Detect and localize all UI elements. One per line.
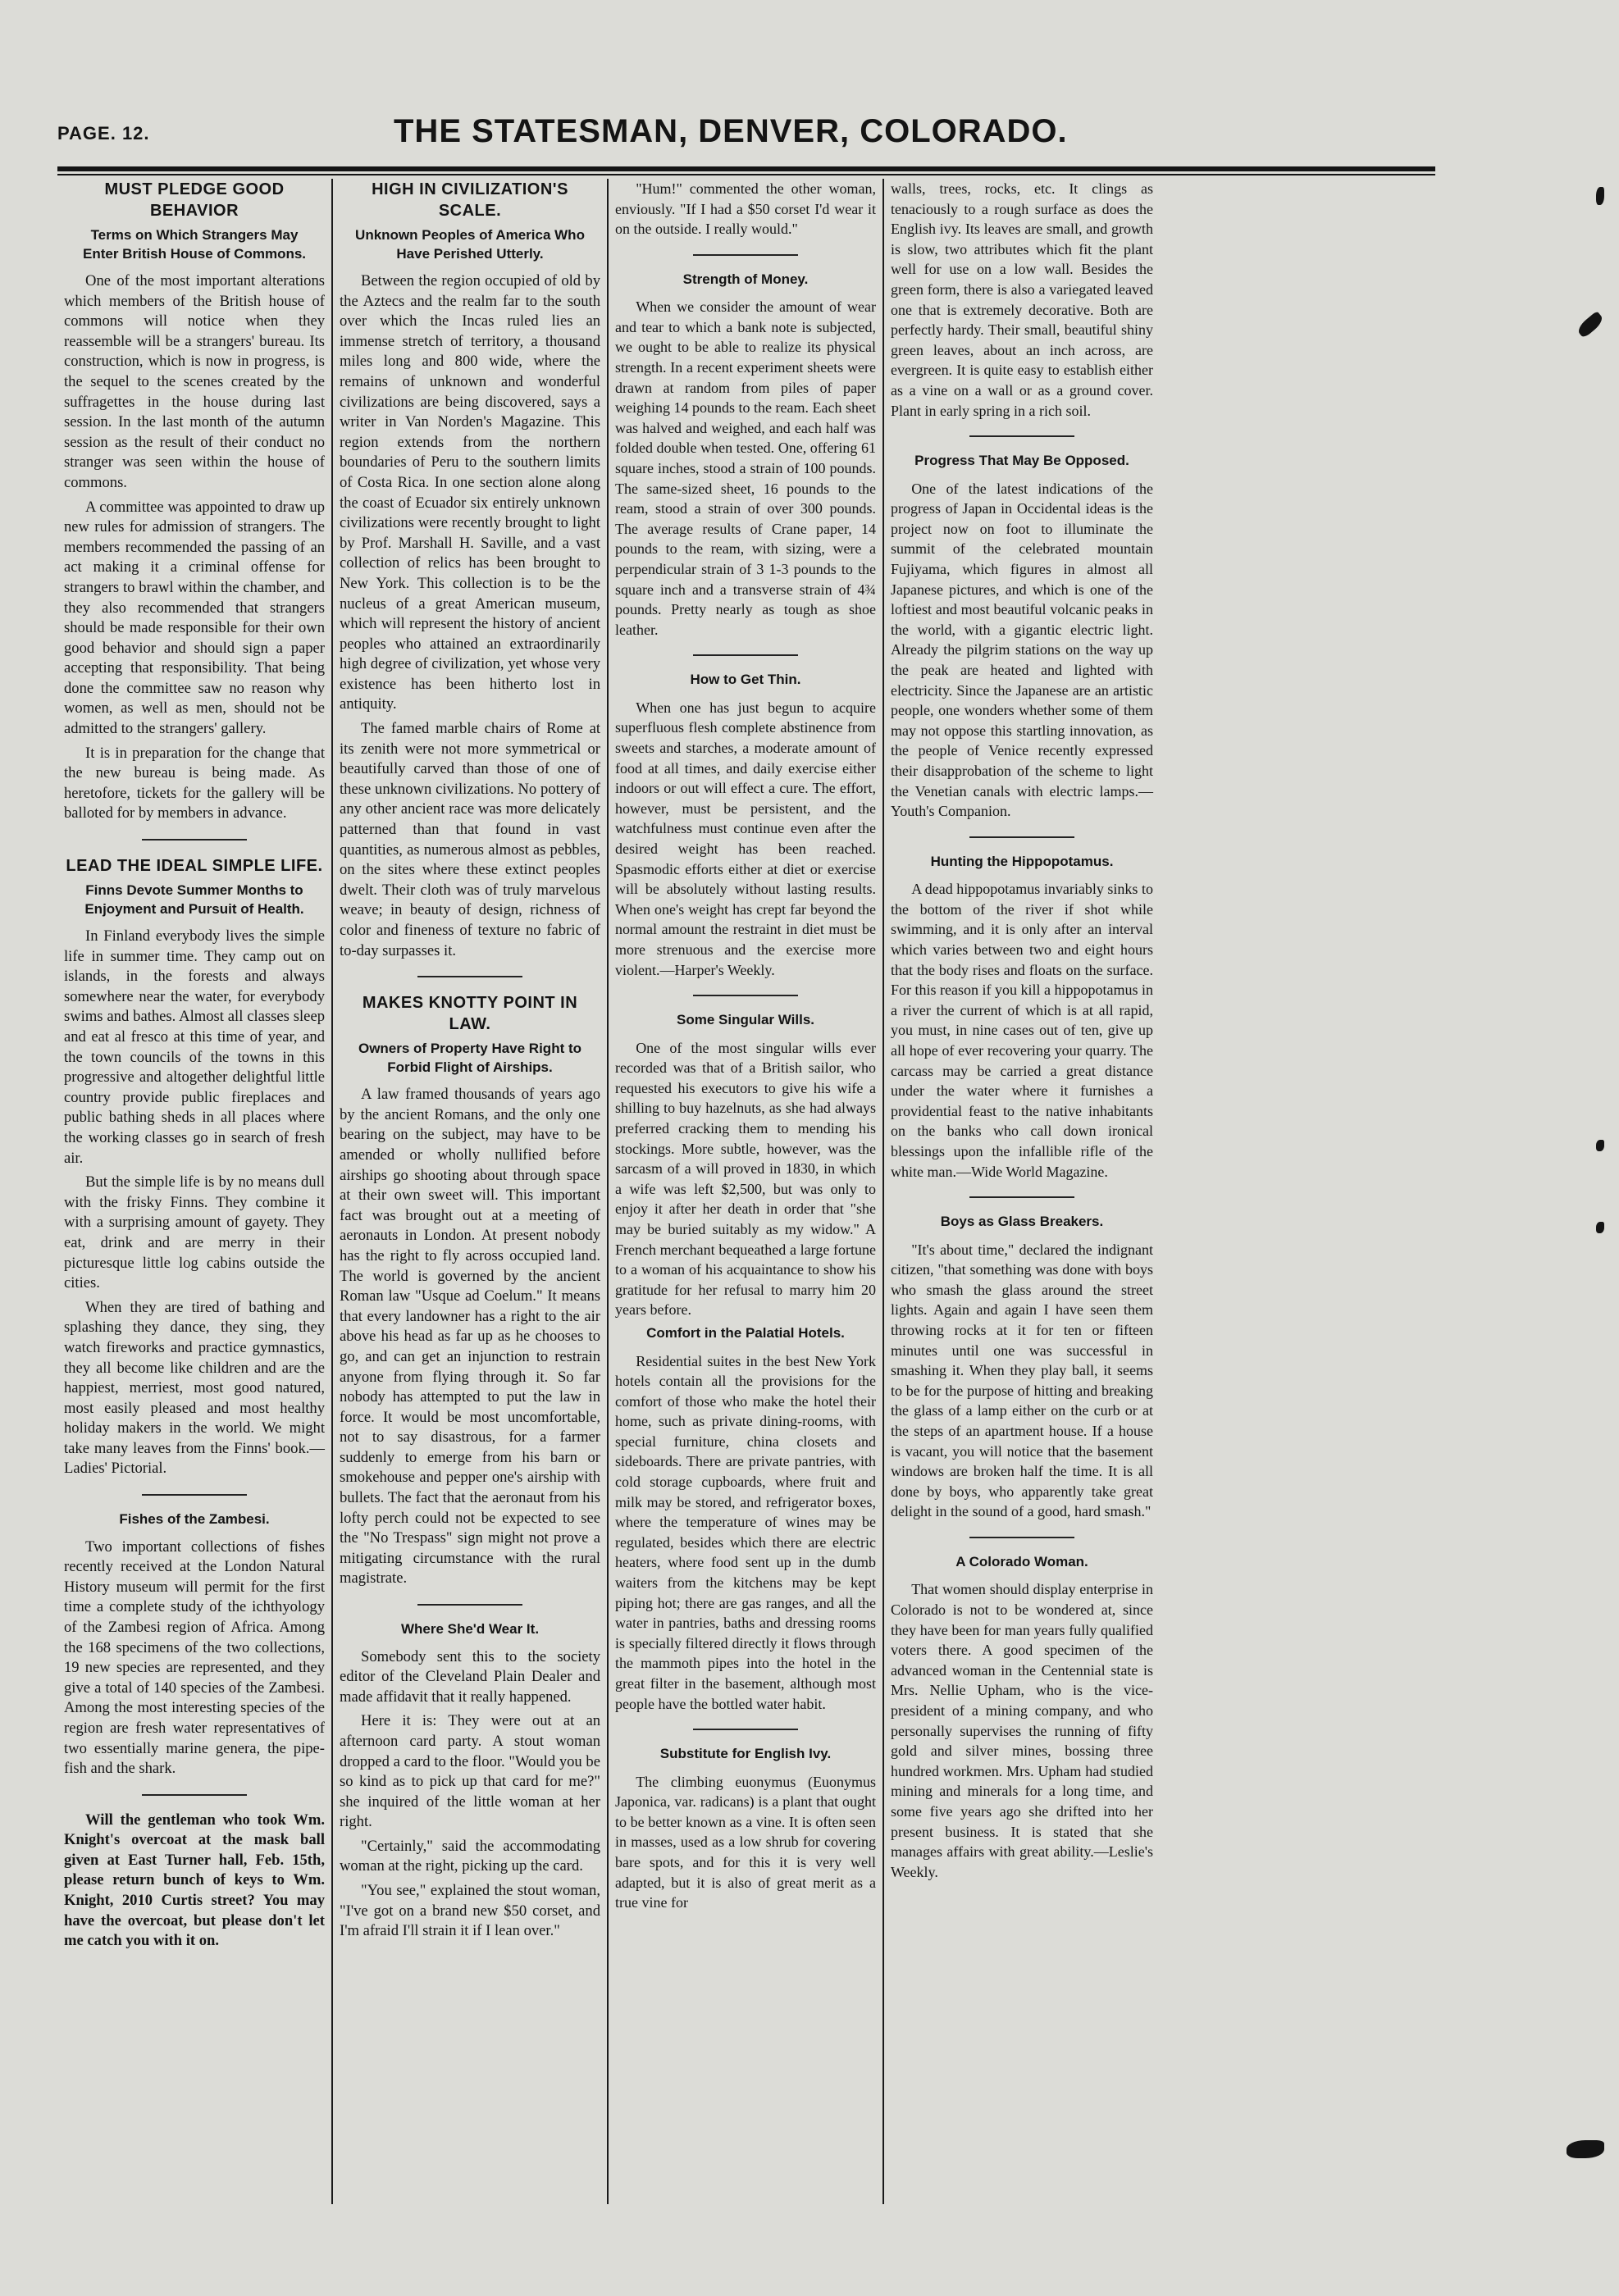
article-subhead: Unknown Peoples of America Who Have Perished Utterly.	[355, 227, 585, 262]
article-paragraph: But the simple life is by no means dull with the frisky Finns. They combine it with a surprising amount of gayety. They eat, drink and are merry in their picturesque little log cabins outside the cities.	[64, 1173, 325, 1292]
column-1	[57, 179, 333, 2204]
article-subhead: Finns Devote Summer Months to Enjoyment and Pursuit of Health.	[84, 882, 304, 917]
page-columns	[57, 179, 1439, 2204]
article-headline: MUST PLEDGE GOOD BEHAVIOR	[104, 180, 285, 220]
masthead-rule	[57, 166, 1435, 171]
article-subhead: Owners of Property Have Right to Forbid Flight of Airships.	[358, 1041, 582, 1075]
article-headline: Fishes of the Zambesi.	[119, 1511, 270, 1528]
article-headline: LEAD THE IDEAL SIMPLE LIFE.	[66, 857, 323, 876]
article-paragraph: A committee was appointed to draw up new rules for admission of strangers. The members recommended the passing of an act making it a criminal offense for strangers to brawl within the chamber, and they also recommended that strangers should be made responsible for their own good behavior and should sign a paper accepting that responsibility. That being done the committee saw no reason why women, as well as men, should not be admitted to the strangers' gallery.	[64, 498, 325, 738]
article-paragraph: That women should display enterprise in Colorado is not to be wondered at, since they have been for man years fully qualified voters there. A good specimen of the advanced woman in the Centennial state is Mrs. Nellie Upham, who is the vice-president of a mining company, and who personally supervises the running of fifty gold and silver mines, bossing three hundred workmen. Mrs. Upham had studied mining and minerals for a long time, and some five years ago she drifted into her present business. It is stated that she manages affairs with great ability.—Leslie's Weekly.	[891, 1581, 1153, 1880]
article-subhead: Terms on Which Strangers May Enter British House of Commons.	[82, 227, 307, 262]
article-headline: A Colorado Woman.	[955, 1553, 1088, 1569]
article-headline: Where She'd Wear It.	[400, 1621, 540, 1638]
article-headline: Substitute for English Ivy.	[659, 1746, 832, 1762]
article-paragraph: A dead hippopotamus invariably sinks to the bottom of the river if shot while swimming, and it is only after an interval which varies between two and eight hours that the body rises and floats on the surface. For this reason if you kill a hippopotamus in a river the current of which is at all rapid, you must, in nine cases out of ten, give up all hope of ever recovering your quarry. The carcass may be carried a great distance under the water where it furnishes a providential feast to the native inhabitants on the banks who call down ironical blessings upon the infallible rifle of the white man.—Wide World Magazine.	[891, 881, 1153, 1180]
tear-mark	[1576, 311, 1605, 339]
article-paragraph: One of the latest indications of the progress of Japan in Occidental ideas is the project now on foot to illuminate the summit of the celebrated mountain Fujiyama, which figures in almost all Japanese pictures, and which is one of the loftiest and most beautiful volcanic peaks in the world, with a gigantic electric light. Already the pilgrim stations on the way up the peak are heated and lighted with electricity. Since the Japanese are an artistic people, one wonders whether some of them may not oppose this startling innovation, as the people of Venice recently expressed their disapprobation of the scheme to light the Venetian canals with electric lamps.—Youth's Companion.	[891, 480, 1153, 820]
article-divider	[142, 1494, 247, 1496]
article-headline: Comfort in the Palatial Hotels.	[646, 1325, 845, 1341]
article-paragraph: "It's about time," declared the indignant citizen, "that something was done with boys who smash the glass around the street lights. Again and again I have seen them throwing rocks at it for ten or fifteen minutes until one was successful in smashing it. When they play ball, it seems to be for the purpose of hitting and breaking the glass of a lamp either on the curb or at the steps of an apartment house. If a house is vacant, you will notice that the basement windows are broken half the time. It is all done by boys, who apparently take great delight in the sound of a good, hard smash."	[891, 1241, 1153, 1520]
article-paragraph: When one has just begun to acquire superfluous flesh complete abstinence from sweets and starches, a moderate amount of food at all times, and daily exercise either indoors or out will effect a cure. The effort, however, must be persistent, and the watchfulness must continue even after the desired weight has been reached. Spasmodic efforts either at diet or exercise will be absolutely without lasting results. When one's weight has crept far beyond the normal amount the restraint in diet must be more strenuous and the exercise more violent.—Harper's Weekly.	[615, 699, 876, 978]
article-headline: Hunting the Hippopotamus.	[930, 853, 1114, 869]
article-headline: Progress That May Be Opposed.	[914, 453, 1129, 469]
tear-mark	[1567, 2140, 1604, 2158]
page-number: PAGE. 12.	[57, 123, 150, 144]
article-divider	[142, 1794, 247, 1796]
article-divider	[969, 836, 1074, 838]
article-paragraph: When we consider the amount of wear and tear to which a bank note is subjected, we ought to be able to realize its physical strength. In a recent experiment sheets were drawn at random from piles of paper weighing 14 pounds to the ream. Each sheet was halved and weighed, and each half was folded double when tested. One, offering 61 square inches, stood a strain of 100 pounds. The same-sized sheet, 16 pounds to the ream, stood a strain of over 300 pounds. The average results of Crane paper, 14 pounds to the ream, with sizing, were a perpendicular strain of 3 1-3 pounds to the square inch and a transverse strain of 4¾ pounds. Pretty nearly as tough as shoe leather.	[615, 298, 876, 638]
article-paragraph: "Hum!" commented the other woman, enviously. "If I had a $50 corset I'd wear it on the outside. I really would."	[615, 180, 876, 238]
article-paragraph: When they are tired of bathing and splashing they dance, they sing, they watch fireworks and practice gymnastics, they all become like children and are the happiest, merriest, most good natured, most easily pleased and most healthy holiday makers in the world. We might take many leaves from the Finns' book.—Ladies' Pictorial.	[64, 1298, 325, 1478]
article-divider	[693, 995, 798, 996]
article-paragraph: Somebody sent this to the society editor of the Cleveland Plain Dealer and made affidavit that it really happened.	[340, 1647, 600, 1706]
article-divider	[693, 254, 798, 256]
article-divider	[969, 435, 1074, 437]
article-paragraph: "Certainly," said the accommodating woman at the right, picking up the card.	[340, 1837, 600, 1875]
article-paragraph: One of the most singular wills ever recorded was that of a British sailor, who requested his executors to give his wife a shilling to buy hazelnuts, as she had always preferred cracking them to mending his stockings. More subtle, however, was the sarcasm of a will proved in 1830, in which a wife was left $2,500, but was only to enjoy it after her death in order that "she may be buried suitably as my widow." A French merchant bequeathed a large fortune to a woman of his acquaintance to show his gratitude for her refusal to marry him 20 years before.	[615, 1039, 876, 1319]
tear-mark	[1596, 1222, 1604, 1233]
tear-mark	[1596, 187, 1604, 205]
article-paragraph: Between the region occupied of old by the Aztecs and the realm far to the south over which the Incas ruled lies an immense stretch of territory, a thousand miles long and 800 wide, where the remains of unknown and wonderful civilizations are being discovered, says a writer in Van Norden's Magazine. This region extends from the northern boundaries of Peru to the southern limits of Costa Rica. In one section alone along the coast of Ecuador six entirely unknown civilizations were recently brought to light by Prof. Marshall H. Saville, and a vast collection of relics has been brought to New York. This collection is to be the nucleus of a great American museum, which will represent the history of ancient peoples who attained an extraordinarily high degree of civilization, yet whose very existence has been hitherto lost in antiquity.	[340, 272, 600, 713]
article-divider	[969, 1196, 1074, 1198]
article-headline: Some Singular Wills.	[677, 1012, 814, 1028]
article-divider	[142, 839, 247, 840]
article-divider	[693, 1729, 798, 1730]
article-headline: HIGH IN CIVILIZATION'S SCALE.	[372, 180, 568, 220]
article-divider	[417, 976, 522, 977]
article-paragraph: A law framed thousands of years ago by the ancient Romans, and the only one bearing on the subject, may have to be amended or wholly nullified before airships go shooting about through space at their own sweet will. This important fact was brought out at a meeting of aeronauts in London. At present nobody has the right to fly across occupied land. The world is governed by the ancient Roman law "Usque ad Coelum." It means that every landowner has a right to the air above his head as far up as he chooses to go, and can get an injunction to restrain anyone from flying through it. So far nobody has attempted to put the law in force. It would be most uncomfortable, not to say disastrous, for a farmer suddenly to emerge from his barn or smokehouse and pepper one's airship with bullets. The fact that the aeronaut from his lofty perch could not be expected to see the "No Trespass" sign might not prove a mitigating circumstance with the rural magistrate.	[340, 1086, 600, 1588]
article-paragraph: "You see," explained the stout woman, "I've got on a brand new $50 corset, and I'm afraid I'll strain it if I lean over."	[340, 1882, 600, 1940]
masthead	[57, 113, 1435, 162]
article-divider	[969, 1537, 1074, 1538]
column-2	[333, 179, 609, 2204]
article-paragraph: The climbing euonymus (Euonymus Japonica, var. radicans) is a plant that ought to be better known as a vine. It is often seen in masses, used as a low shrub for covering bare spots, and for this it is very well adapted, but it is also of great merit as a true vine for	[615, 1773, 876, 1911]
article-divider	[693, 654, 798, 656]
article-paragraph: Two important collections of fishes recently received at the London Natural History museum will permit for the first time a complete study of the ichthyology of the Zambesi region of Africa. Among the 168 specimens of the two collections, 19 new species are represented, and they give a total of 140 species of the Zambesi. Among the most interesting species of the region are fresh water representatives of two essentially marine genera, the pipe-fish and the shark.	[64, 1538, 325, 1778]
column-3	[609, 179, 884, 2204]
article-headline: Strength of Money.	[682, 271, 809, 287]
notice-paragraph: Will the gentleman who took Wm. Knight's overcoat at the mask ball given at East Turner hall, Feb. 15th, please return bunch of keys to Wm. Knight, 2010 Curtis street? You may have the overcoat, but please don't let me catch you with it on.	[64, 1811, 325, 1950]
article-paragraph: Residential suites in the best New York hotels contain all the provisions for the comfort of those who make the hotel their home, such as private dining-rooms, with special furniture, china closets and sideboards. There are private pantries, with cold storage cupboards, where fruit and milk may be stored, and refrigerator boxes, where the temperature of wines may be regulated, besides which there are electric heaters, where food sent up in the dumb waiters from the kitchens may be kept piping hot; there are gas ranges, and all the water in pantries, baths and dressing rooms is specially filtered directly it flows through the mammoth pipes into the hotel in the great filter in the basement, although most people have the bottled water habit.	[615, 1352, 876, 1712]
article-paragraph: In Finland everybody lives the simple life in summer time. They camp out on islands, in the forests and always somewhere near the water, for everybody swims and bathes. Almost all classes sleep and eat al fresco at this time of year, and the town councils of the towns in this progressive and altogether delightful little country provide public fireplaces and public bathing sheds in all places where the working classes go in search of fresh air.	[64, 927, 325, 1167]
article-paragraph: The famed marble chairs of Rome at its zenith were not more symmetrical or beautifully carved than those of one of these unknown civilizations. No pottery of any other ancient race was more delicately patterned than that found in vast quantities, as numerous almost as pebbles, on the sites where these extinct peoples dwelt. Their cloth was of truly marvelous weave; in beauty of design, richness of color and fineness of texture no fabric of to-day surpasses it.	[340, 720, 600, 959]
tear-mark	[1596, 1140, 1604, 1151]
article-divider	[417, 1604, 522, 1606]
masthead-rule-thin	[57, 174, 1435, 175]
page-edge-tears	[1545, 0, 1619, 2296]
article-paragraph: walls, trees, rocks, etc. It clings as tenaciously to a rough surface as does the English ivy. Its leaves are small, and growth is slow, two attributes which fit the plant well for use on a low wall. Besides the green form, there is also a variegated leaved one that is extremely decorative. Both are perfectly hardy. Their small, beautiful shiny green leaves, about an inch across, are evergreen. It is quite easy to establish either as a vine on a wall or as a ground cover. Plant in early spring in a rich soil.	[891, 180, 1153, 419]
article-headline: Boys as Glass Breakers.	[940, 1214, 1104, 1230]
article-paragraph: One of the most important alterations which members of the British house of commons will notice when they reassemble will be a strangers' bureau. Its construction, which is now in progress, is the sequel to the scenes created by the suffragettes in the house during last session. In the last month of the autumn session as the result of their conduct no stranger was seen within the house of commons.	[64, 272, 325, 491]
article-paragraph: It is in preparation for the change that the new bureau is being made. As heretofore, tickets for the gallery will be balloted for by members in advance.	[64, 744, 325, 822]
newspaper-title: THE STATESMAN, DENVER, COLORADO.	[394, 113, 1068, 149]
article-headline: MAKES KNOTTY POINT IN LAW.	[362, 994, 578, 1034]
article-headline: How to Get Thin.	[690, 672, 801, 688]
column-4	[884, 179, 1160, 2204]
article-paragraph: Here it is: They were out at an afternoon card party. A stout woman dropped a card to the floor. "Would you be so kind as to pick up that card for me?" she inquired of the little woman at her right.	[340, 1712, 600, 1831]
